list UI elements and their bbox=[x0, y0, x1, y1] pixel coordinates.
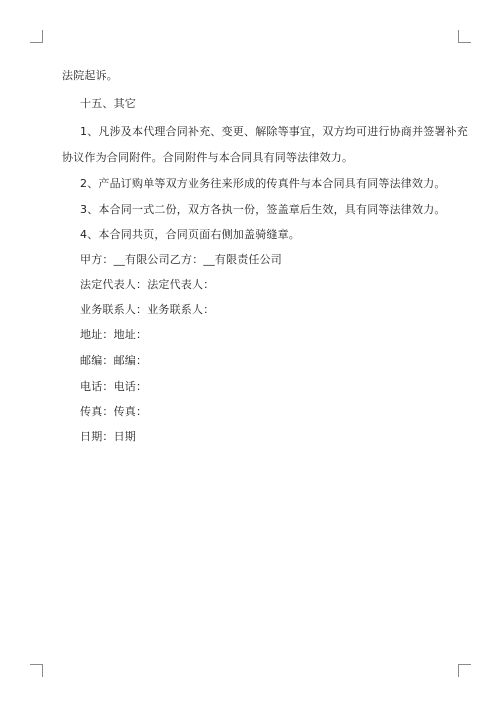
signature-line: 电话：电话： bbox=[80, 380, 148, 393]
signature-line: 邮编：邮编： bbox=[80, 354, 148, 367]
text-line: 3、本合同一式二份，双方各执一份，签盖章后生效，具有同等法律效力。 bbox=[80, 203, 446, 216]
crop-mark-bottom-right bbox=[458, 664, 471, 677]
section-heading: 十五、其它 bbox=[80, 97, 136, 110]
text-line: 协议作为合同附件。合同附件与本合同具有同等法律效力。 bbox=[62, 151, 354, 164]
signature-line: 业务联系人：业务联系人： bbox=[80, 303, 215, 316]
crop-mark-bottom-left bbox=[30, 664, 43, 677]
text-line: 4、本合同共页，合同页面右侧加盖骑缝章。 bbox=[80, 228, 300, 241]
signature-line: 日期：日期 bbox=[80, 430, 136, 443]
text-line: 法院起诉。 bbox=[62, 69, 118, 82]
text-line: 1、凡涉及本代理合同补充、变更、解除等事宜，双方均可进行协商并签署补充 bbox=[80, 125, 468, 138]
signature-line: 甲方：__有限公司乙方：__有限责任公司 bbox=[80, 253, 282, 266]
text-line: 2、产品订购单等双方业务往来形成的传真件与本合同具有同等法律效力。 bbox=[80, 177, 446, 190]
crop-mark-top-right bbox=[458, 30, 471, 43]
signature-line: 法定代表人：法定代表人： bbox=[80, 278, 215, 291]
signature-line: 传真：传真： bbox=[80, 405, 148, 418]
crop-mark-top-left bbox=[30, 30, 43, 43]
signature-line: 地址：地址： bbox=[80, 328, 148, 341]
